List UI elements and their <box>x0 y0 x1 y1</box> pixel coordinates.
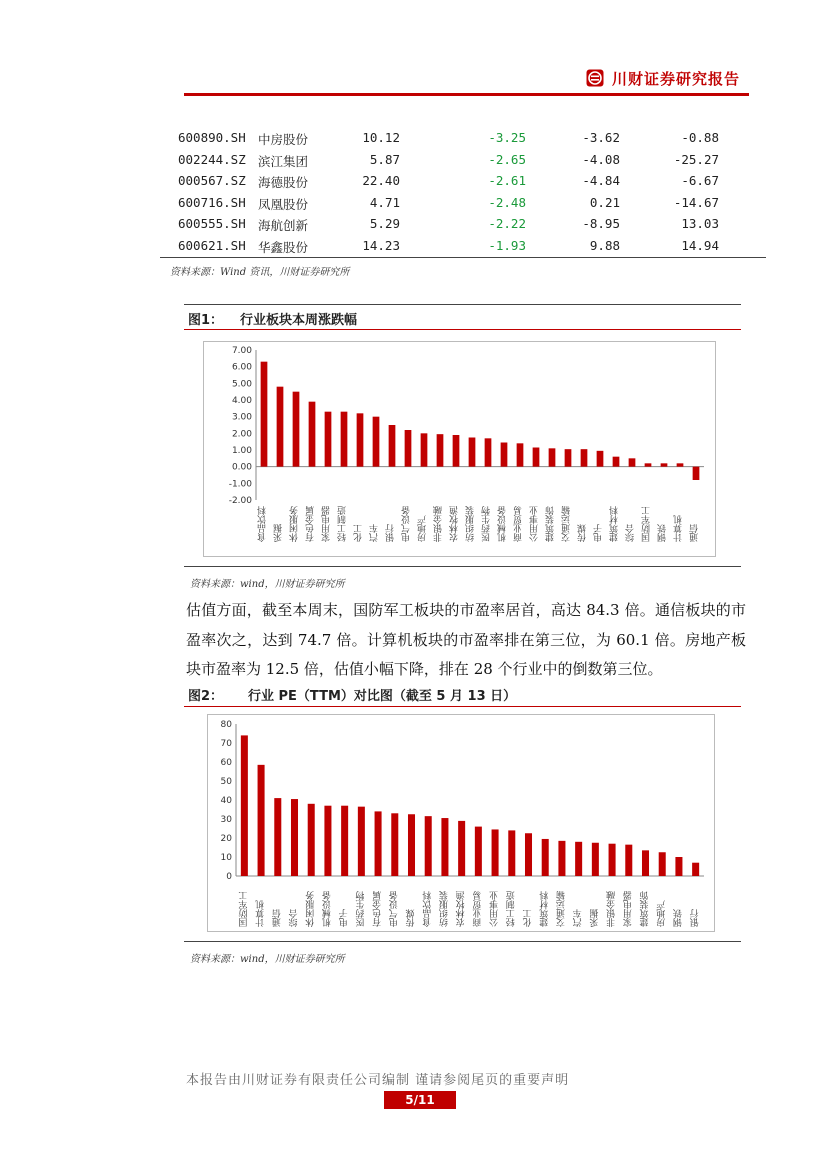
y-tick-label: 3.00 <box>231 412 252 423</box>
stock-price: 10.12 <box>362 130 400 145</box>
figure2-chart <box>208 715 714 931</box>
x-category-label: 轻工制造 <box>506 891 517 927</box>
x-category-label: 休闲服务 <box>290 506 300 542</box>
page-number: 5/11 <box>384 1091 456 1109</box>
figure2-bottom-rule <box>184 941 741 942</box>
x-category-label: 采掘 <box>590 909 601 927</box>
x-category-label: 建筑装饰 <box>640 891 651 927</box>
x-category-label: 钢铁 <box>673 909 684 927</box>
x-category-label: 国防军工 <box>642 506 652 542</box>
y-tick-label: 20 <box>220 834 232 844</box>
bar <box>258 765 265 876</box>
figure1-chart-frame <box>203 341 716 557</box>
bar <box>597 451 604 467</box>
bar <box>542 839 549 876</box>
x-category-label: 商业贸易 <box>514 506 524 542</box>
ytd-change: -0.88 <box>681 130 719 145</box>
bar <box>441 818 448 876</box>
stock-name: 海德股份 <box>258 175 309 191</box>
y-tick-label: 7.00 <box>231 346 252 356</box>
x-category-label: 汽车 <box>370 524 380 542</box>
x-category-label: 国防军工 <box>239 891 250 927</box>
x-category-label: 计算机 <box>256 900 267 927</box>
x-category-label: 钢铁 <box>658 524 668 542</box>
x-category-label: 化工 <box>354 524 364 542</box>
stock-name: 华鑫股份 <box>258 239 309 255</box>
stock-code: 002244.SZ <box>178 151 246 167</box>
stock-code: 000567.SZ <box>178 173 246 189</box>
monthly-change: -8.95 <box>582 216 620 232</box>
bar <box>405 430 412 467</box>
bar <box>408 814 415 876</box>
bar <box>373 417 380 467</box>
stock-table <box>160 127 766 257</box>
stock-price: 5.29 <box>369 216 400 232</box>
x-category-label: 建筑装饰 <box>546 506 556 542</box>
x-category-label: 传媒 <box>406 909 417 927</box>
stock-name: 凤凰股份 <box>258 196 309 212</box>
bar <box>485 438 492 466</box>
bar <box>692 863 699 876</box>
y-tick-label: -1.00 <box>228 479 252 490</box>
figure1-title: 行业板块本周涨跌幅 <box>240 313 358 328</box>
bar <box>592 843 599 876</box>
monthly-change: -4.84 <box>582 173 620 189</box>
y-tick-label: 0 <box>226 872 232 882</box>
x-category-label: 纺织服装 <box>439 891 450 927</box>
x-category-label: 计算机 <box>674 515 684 542</box>
bar <box>517 443 524 466</box>
x-category-label: 电气设备 <box>402 506 412 542</box>
footer-disclaimer: 本报告由川财证券有限责任公司编制 谨请参阅尾页的重要声明 <box>186 1073 570 1088</box>
table-row <box>160 149 766 171</box>
stock-name: 海航创新 <box>258 218 309 234</box>
bar <box>341 806 348 876</box>
y-tick-label: 10 <box>220 853 232 863</box>
x-category-label: 纺织服装 <box>466 506 476 542</box>
x-category-label: 综合 <box>289 909 300 927</box>
x-category-label: 电气设备 <box>389 891 400 927</box>
stock-code: 600890.SH <box>178 130 246 145</box>
y-tick-label: 70 <box>220 739 232 749</box>
bar <box>293 392 300 467</box>
header-rule <box>184 93 749 96</box>
bar <box>565 449 572 467</box>
monthly-change: 0.21 <box>589 194 620 210</box>
x-category-label: 食品饮料 <box>258 506 268 542</box>
y-tick-label: 30 <box>220 815 232 825</box>
x-category-label: 机械设备 <box>498 506 508 542</box>
bar <box>421 433 428 466</box>
bar <box>581 449 588 467</box>
bar <box>453 435 460 467</box>
x-category-label: 医药生物 <box>482 506 492 542</box>
y-tick-label: -2.00 <box>228 496 252 506</box>
figure1-chart <box>204 342 715 556</box>
bar <box>308 804 315 876</box>
bar <box>501 443 508 467</box>
bar <box>324 806 331 876</box>
x-category-label: 通信 <box>272 909 283 927</box>
table-row <box>160 170 766 192</box>
bar <box>677 463 684 466</box>
stock-price: 14.23 <box>362 237 400 253</box>
weekly-change: -2.61 <box>488 173 526 189</box>
x-category-label: 银行 <box>386 524 396 542</box>
x-category-label: 非银金融 <box>434 506 444 542</box>
x-category-label: 电子 <box>594 524 604 542</box>
bar <box>675 857 682 876</box>
weekly-change: -3.25 <box>488 130 526 145</box>
brand-title: 川财证券研究报告 <box>612 70 741 88</box>
x-category-label: 房地产 <box>418 515 428 542</box>
bar <box>549 448 556 466</box>
y-tick-label: 1.00 <box>231 446 252 456</box>
x-category-label: 食品饮料 <box>423 891 434 927</box>
ytd-change: -25.27 <box>673 151 719 167</box>
valuation-paragraph: 估值方面，截至本周末，国防军工板块的市盈率居首，高达 84.3 倍。通信板块的市盈率次之，达到 74.7 倍。计算机板块的市盈率排在第三位，为 60.1 倍。房地产板块市盈率为 12.5 倍，估值小幅下降，排在 28 个行业中的倒数第三位。 <box>186 601 746 678</box>
stock-price: 4.71 <box>369 194 400 210</box>
bar <box>358 807 365 876</box>
bar <box>458 821 465 876</box>
x-category-label: 传媒 <box>578 524 588 542</box>
figure1-bottom-rule <box>184 566 741 567</box>
x-category-label: 房地产 <box>657 900 668 927</box>
figure2-title-bar <box>184 682 741 707</box>
figure1-label: 图1： <box>188 313 224 328</box>
x-category-label: 农林牧渔 <box>450 506 460 542</box>
x-category-label: 农林牧渔 <box>456 891 467 927</box>
bar <box>425 816 432 876</box>
stock-name: 滨江集团 <box>258 153 309 169</box>
table-bottom-rule <box>160 257 766 258</box>
bar <box>437 434 444 467</box>
bar <box>693 467 700 480</box>
table-row <box>160 213 766 235</box>
bar <box>325 412 332 467</box>
monthly-change: 9.88 <box>589 237 620 253</box>
bar <box>533 448 540 467</box>
bar <box>508 830 515 876</box>
x-category-label: 非银金融 <box>607 891 618 927</box>
x-category-label: 医药生物 <box>356 891 367 927</box>
monthly-change: -4.08 <box>582 151 620 167</box>
x-category-label: 通信 <box>690 524 700 542</box>
stock-code: 600621.SH <box>178 237 246 253</box>
table-row <box>160 192 766 214</box>
y-tick-label: 0.00 <box>231 462 252 473</box>
stock-code: 600716.SH <box>178 194 246 210</box>
ytd-change: -6.67 <box>681 173 719 189</box>
bar <box>642 850 649 876</box>
bar <box>309 402 316 467</box>
x-category-label: 电子 <box>339 909 350 927</box>
table-source: 资料来源：Wind 资讯，川财证券研究所 <box>170 267 350 278</box>
x-category-label: 采掘 <box>274 524 284 542</box>
x-category-label: 化工 <box>523 909 534 927</box>
bar <box>525 833 532 876</box>
x-category-label: 银行 <box>690 909 701 927</box>
bar <box>625 845 632 876</box>
x-category-label: 家用电器 <box>322 506 332 542</box>
x-category-label: 综合 <box>626 524 636 542</box>
bar <box>391 813 398 876</box>
y-tick-label: 50 <box>220 777 232 787</box>
stock-price: 22.40 <box>362 173 400 189</box>
y-tick-label: 40 <box>220 796 232 806</box>
bar <box>629 458 636 466</box>
x-category-label: 商业贸易 <box>473 891 484 927</box>
x-category-label: 有色金属 <box>306 506 316 542</box>
x-category-label: 交通运输 <box>556 891 567 927</box>
weekly-change: -1.93 <box>488 237 526 253</box>
brand-logo-icon <box>586 69 604 87</box>
ytd-change: 13.03 <box>681 216 719 232</box>
stock-price: 5.87 <box>369 151 400 167</box>
bar <box>341 412 348 467</box>
x-category-label: 机械设备 <box>322 891 333 927</box>
monthly-change: -3.62 <box>582 130 620 145</box>
bar <box>558 841 565 876</box>
bar <box>261 362 268 467</box>
weekly-change: -2.65 <box>488 151 526 167</box>
bar <box>492 829 499 876</box>
bar <box>291 799 298 876</box>
x-category-label: 汽车 <box>573 909 584 927</box>
bar <box>659 852 666 876</box>
y-tick-label: 4.00 <box>231 396 252 406</box>
x-category-label: 有色金属 <box>373 891 384 927</box>
x-category-label: 休闲服务 <box>306 891 317 927</box>
figure2-chart-frame <box>207 714 715 932</box>
y-tick-label: 5.00 <box>231 379 252 390</box>
bar <box>613 457 620 467</box>
figure1-title-bar <box>184 304 741 330</box>
bar <box>389 425 396 467</box>
weekly-change: -2.22 <box>488 216 526 232</box>
stock-name: 中房股份 <box>258 132 309 147</box>
ytd-change: 14.94 <box>681 237 719 253</box>
x-category-label: 交通运输 <box>562 506 572 542</box>
bar <box>277 387 284 467</box>
x-category-label: 建筑材料 <box>610 506 620 542</box>
figure2-label: 图2： <box>188 689 224 704</box>
x-category-label: 公用事业 <box>490 891 501 927</box>
y-tick-label: 6.00 <box>231 362 252 373</box>
bar <box>357 413 364 466</box>
table-row <box>160 127 766 149</box>
figure1-source: 资料来源：wind，川财证券研究所 <box>190 579 345 590</box>
bar <box>274 798 281 876</box>
bar <box>609 844 616 876</box>
y-tick-label: 60 <box>220 758 232 768</box>
x-category-label: 轻工制造 <box>338 506 348 542</box>
bar <box>469 438 476 467</box>
figure2-source: 资料来源：wind，川财证券研究所 <box>190 954 345 965</box>
stock-code: 600555.SH <box>178 216 246 232</box>
bar <box>475 827 482 876</box>
figure2-title: 行业 PE（TTM）对比图（截至 5 月 13 日） <box>248 689 517 704</box>
x-category-label: 公用事业 <box>530 506 540 542</box>
bar <box>575 842 582 876</box>
bar <box>645 463 652 466</box>
x-category-label: 家用电器 <box>623 891 634 927</box>
bar <box>375 811 382 876</box>
table-row <box>160 235 766 257</box>
ytd-change: -14.67 <box>673 194 719 210</box>
weekly-change: -2.48 <box>488 194 526 210</box>
x-category-label: 建筑材料 <box>540 891 551 927</box>
y-tick-label: 2.00 <box>231 429 252 440</box>
bar <box>241 735 248 876</box>
bar <box>661 463 668 466</box>
y-tick-label: 80 <box>220 720 232 730</box>
